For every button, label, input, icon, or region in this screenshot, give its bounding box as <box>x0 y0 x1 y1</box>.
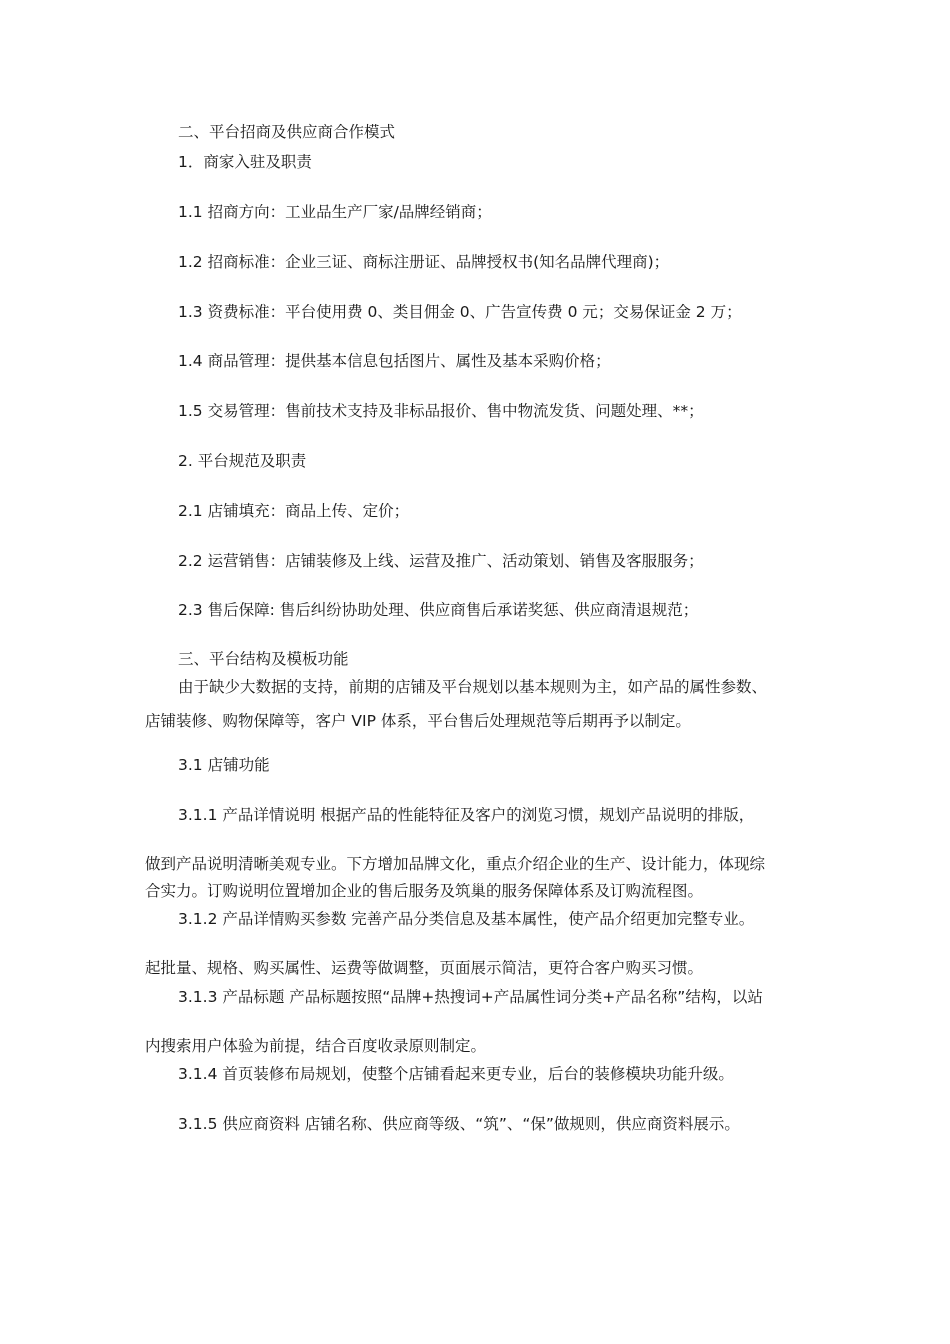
intro-paragraph-line-1: 由于缺少大数据的支持，前期的店铺及平台规划以基本规则为主，如产品的属性参数、 <box>178 678 768 696</box>
item-3-1-1-line-2: 做到产品说明清晰美观专业。下方增加品牌文化，重点介绍企业的生产、设计能力，体现综 <box>145 855 766 873</box>
item-3-1-2-line-1: 3.1.2 产品详情购买参数 完善产品分类信息及基本属性，使产品介绍更加完整专业。 <box>178 910 755 928</box>
item-3-1-3-line-1: 3.1.3 产品标题 产品标题按照“品牌+热搜词+产品属性词分类+产品名称”结构，以站 <box>178 988 763 1006</box>
section-3-heading: 三、平台结构及模板功能 <box>178 650 349 668</box>
item-2-3: 2.3 售后保障: 售后纠纷协助处理、供应商售后承诺奖惩、供应商清退规范； <box>178 601 699 619</box>
item-3-1-4: 3.1.4 首页装修布局规划，使整个店铺看起来更专业，后台的装修模块功能升级。 <box>178 1065 734 1083</box>
item-3-1-5: 3.1.5 供应商资料 店铺名称、供应商等级、“筑”、“保”做规则，供应商资料展示。 <box>178 1115 740 1133</box>
item-3-1-1-line-1: 3.1.1 产品详情说明 根据产品的性能特征及客户的浏览习惯，规划产品说明的排版， <box>178 806 755 824</box>
item-1-5: 1.5 交易管理：售前技术支持及非标品报价、售中物流发货、问题处理、**； <box>178 402 704 420</box>
subsection-1-heading: 1．商家入驻及职责 <box>178 153 312 171</box>
item-3-1: 3.1 店铺功能 <box>178 756 270 774</box>
item-1-4: 1.4 商品管理：提供基本信息包括图片、属性及基本采购价格； <box>178 352 611 370</box>
intro-paragraph-line-2: 店铺装修、购物保障等，客户 VIP 体系，平台售后处理规范等后期再予以制定。 <box>145 712 691 730</box>
item-3-1-1-line-3: 合实力。订购说明位置增加企业的售后服务及筑巢的服务保障体系及订购流程图。 <box>145 882 704 900</box>
item-2-1: 2.1 店铺填充：商品上传、定价； <box>178 502 410 520</box>
item-3-1-3-line-2: 内搜索用户体验为前提，结合百度收录原则制定。 <box>145 1037 487 1055</box>
item-1-2: 1.2 招商标准：企业三证、商标注册证、品牌授权书(知名品牌代理商)； <box>178 253 670 271</box>
item-1-1: 1.1 招商方向：工业品生产厂家/品牌经销商； <box>178 203 492 221</box>
item-3-1-2-line-2: 起批量、规格、购买属性、运费等做调整，页面展示简洁，更符合客户购买习惯。 <box>145 959 704 977</box>
section-2-heading: 二、平台招商及供应商合作模式 <box>178 123 396 141</box>
subsection-2-heading: 2. 平台规范及职责 <box>178 452 307 470</box>
item-2-2: 2.2 运营销售：店铺装修及上线、运营及推广、活动策划、销售及客服服务； <box>178 552 704 570</box>
item-1-3: 1.3 资费标准：平台使用费 0、类目佣金 0、广告宣传费 0 元；交易保证金 2 万； <box>178 303 742 321</box>
